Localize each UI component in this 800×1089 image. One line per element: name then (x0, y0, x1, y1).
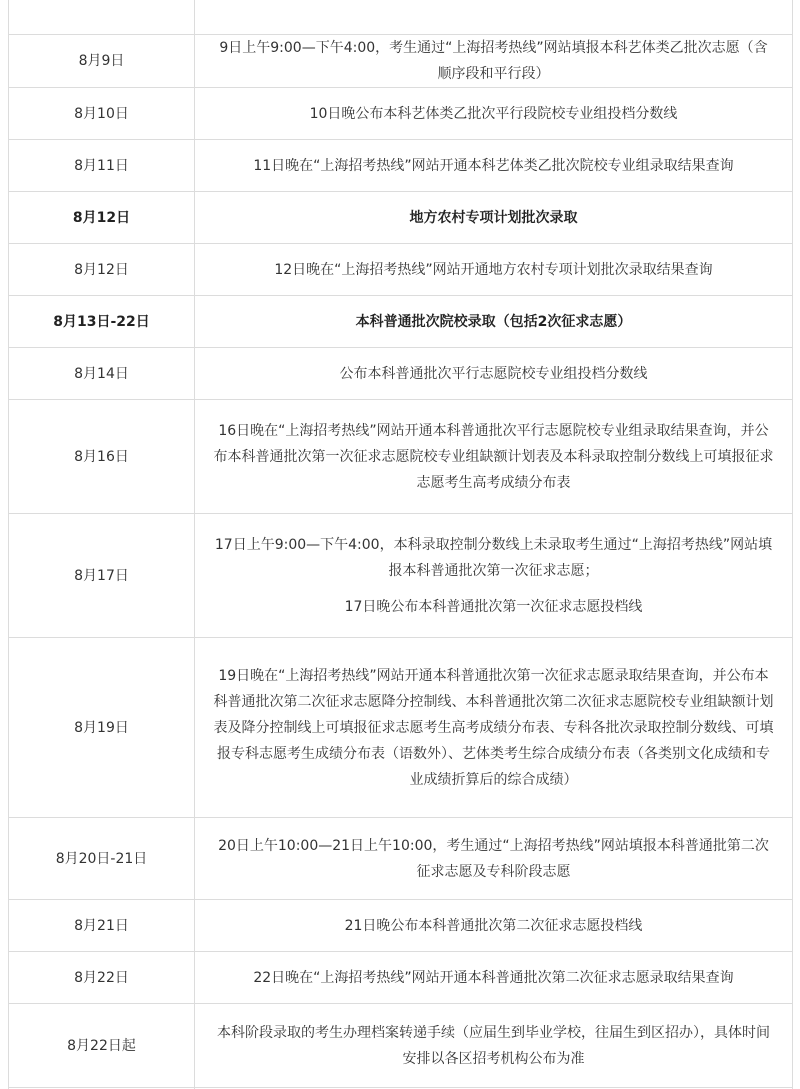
date-cell: 8月12日 (9, 192, 195, 244)
event-text: 17日上午9:00—下午4:00，本科录取控制分数线上未录取考生通过“上海招考热线”网站填报本科普通批次第一次征求志愿； (214, 536, 773, 579)
event-text: 20日上午10:00—21日上午10:00，考生通过“上海招考热线”网站填报本科普通批第二次征求志愿及专科阶段志愿 (218, 837, 769, 880)
table-row (9, 35, 793, 88)
table-row (9, 192, 793, 244)
table-row (9, 88, 793, 140)
schedule-table (8, 0, 793, 1089)
event-text: 22日晚在“上海招考热线”网站开通本科普通批次第二次征求志愿录取结果查询 (253, 969, 734, 986)
table-row (9, 514, 793, 638)
table-row (9, 400, 793, 514)
event-cell (195, 0, 793, 35)
event-text: 12日晚在“上海招考热线”网站开通地方农村专项计划批次录取结果查询 (274, 261, 713, 278)
table-row (9, 952, 793, 1004)
table-row (9, 348, 793, 400)
table-row (9, 900, 793, 952)
date-cell: 8月21日 (9, 900, 195, 952)
event-text: 本科普通批次院校录取（包括2次征求志愿） (355, 313, 632, 330)
date-cell: 8月20日-21日 (9, 818, 195, 900)
event-cell (195, 952, 793, 1004)
table-row (9, 0, 793, 35)
event-text: 11日晚在“上海招考热线”网站开通本科艺体类乙批次院校专业组录取结果查询 (253, 157, 734, 174)
event-text: 19日晚在“上海招考热线”网站开通本科普通批次第一次征求志愿录取结果查询，并公布本科普通批次第二次征求志愿降分控制线、本科普通批次第二次征求志愿院校专业组缺额计划表及降分控制线上可填报征求志愿考生高考成绩分布表、专科各批次录取控制分数线、可填报专科志愿考生成绩分布表（语数外）、艺体类考生综合成绩分布表（各类别文化成绩和专业成绩折算后的综合成绩） (213, 667, 774, 788)
event-cell (195, 400, 793, 514)
table-row (9, 818, 793, 900)
event-cell (195, 140, 793, 192)
date-cell: 8月22日起 (9, 1004, 195, 1088)
event-text: 本科阶段录取的考生办理档案转递手续（应届生到毕业学校，往届生到区招办），具体时间安排以各区招考机构公布为准 (217, 1024, 770, 1067)
event-text: 10日晚公布本科艺体类乙批次平行段院校专业组投档分数线 (309, 105, 678, 122)
event-cell (195, 638, 793, 818)
table-row (9, 244, 793, 296)
event-text: 9日上午9:00—下午4:00，考生通过“上海招考热线”网站填报本科艺体类乙批次志愿（含顺序段和平行段） (219, 40, 768, 82)
event-text: 17日晚公布本科普通批次第一次征求志愿投档线 (344, 598, 643, 615)
table-row (9, 296, 793, 348)
event-cell (195, 244, 793, 296)
date-cell: 8月13日-22日 (9, 296, 195, 348)
event-cell (195, 348, 793, 400)
event-cell (195, 818, 793, 900)
event-cell (195, 514, 793, 638)
date-cell: 8月19日 (9, 638, 195, 818)
date-cell: 8月9日 (9, 35, 195, 88)
event-cell (195, 88, 793, 140)
event-text: 21日晚公布本科普通批次第二次征求志愿投档线 (344, 917, 643, 934)
date-cell: 8月16日 (9, 400, 195, 514)
date-cell: 8月14日 (9, 348, 195, 400)
date-cell (9, 0, 195, 35)
event-cell (195, 35, 793, 88)
event-text: 地方农村专项计划批次录取 (409, 209, 578, 226)
schedule-rows (9, 0, 793, 1089)
table-row (9, 1004, 793, 1088)
date-cell: 8月10日 (9, 88, 195, 140)
table-row (9, 638, 793, 818)
date-cell: 8月12日 (9, 244, 195, 296)
event-cell (195, 296, 793, 348)
table-row (9, 140, 793, 192)
event-cell (195, 192, 793, 244)
event-text: 公布本科普通批次平行志愿院校专业组投档分数线 (339, 365, 648, 382)
date-cell: 8月11日 (9, 140, 195, 192)
date-cell: 8月22日 (9, 952, 195, 1004)
event-cell (195, 1004, 793, 1088)
event-text: 16日晚在“上海招考热线”网站开通本科普通批次平行志愿院校专业组录取结果查询，并公布本科普通批次第一次征求志愿院校专业组缺额计划表及本科录取控制分数线上可填报征求志愿考生高考成绩分布表 (213, 422, 774, 491)
date-cell: 8月17日 (9, 514, 195, 638)
event-cell (195, 900, 793, 952)
